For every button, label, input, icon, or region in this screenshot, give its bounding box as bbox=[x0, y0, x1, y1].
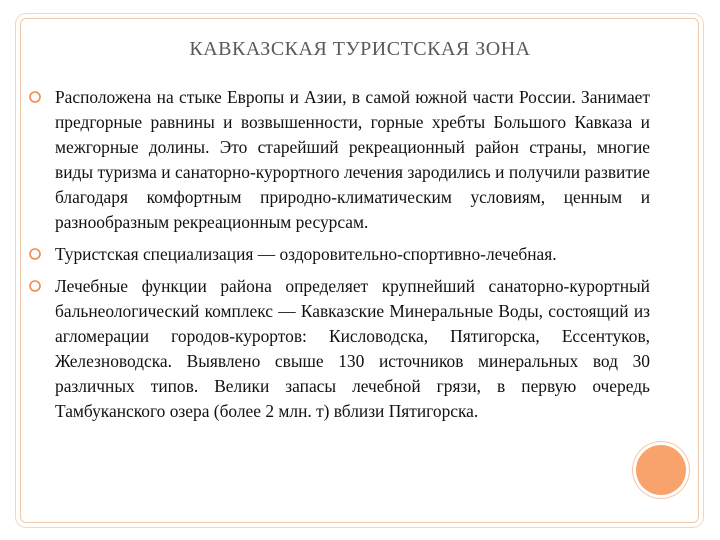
list-item bbox=[28, 274, 650, 424]
list-item bbox=[28, 242, 650, 267]
decorative-circle bbox=[636, 445, 686, 495]
bullet-ring-icon bbox=[28, 247, 42, 261]
list-item bbox=[28, 85, 650, 235]
bullet-ring-icon bbox=[28, 90, 42, 104]
bullet-text: Лечебные функции района определяет крупнейший санаторно-курортный бальнеологический комплекс — Кавказские Минеральные Воды, состоящий из агломерации городов-курортов: Кисловодска, Пятигорска, Ессентуков, Железноводска. Выявлено свыше 130 источников минеральных вод 30 различных типов. Велики запасы лечебной грязи, в первую очередь Тамбуканского озера (более 2 млн. т) вблизи Пятигорска. bbox=[55, 276, 650, 421]
bullet-text: Расположена на стыке Европы и Азии, в самой южной части России. Занимает предгорные равнины и возвышенности, горные хребты Большого Кавказа и межгорные долины. Это старейший рекреационный район страны, многие виды туризма и санаторно-курортного лечения зародились и получили развитие благодаря комфортным природно-климатическим условиям, ценным и разнообразным рекреационным ресурсам. bbox=[55, 87, 650, 232]
bullet-list bbox=[28, 85, 650, 431]
page-title: КАВКАЗСКАЯ ТУРИСТСКАЯ ЗОНА bbox=[189, 38, 531, 60]
bullet-text: Туристская специализация — оздоровительно-спортивно-лечебная. bbox=[55, 244, 557, 264]
bullet-ring-icon bbox=[28, 279, 42, 293]
